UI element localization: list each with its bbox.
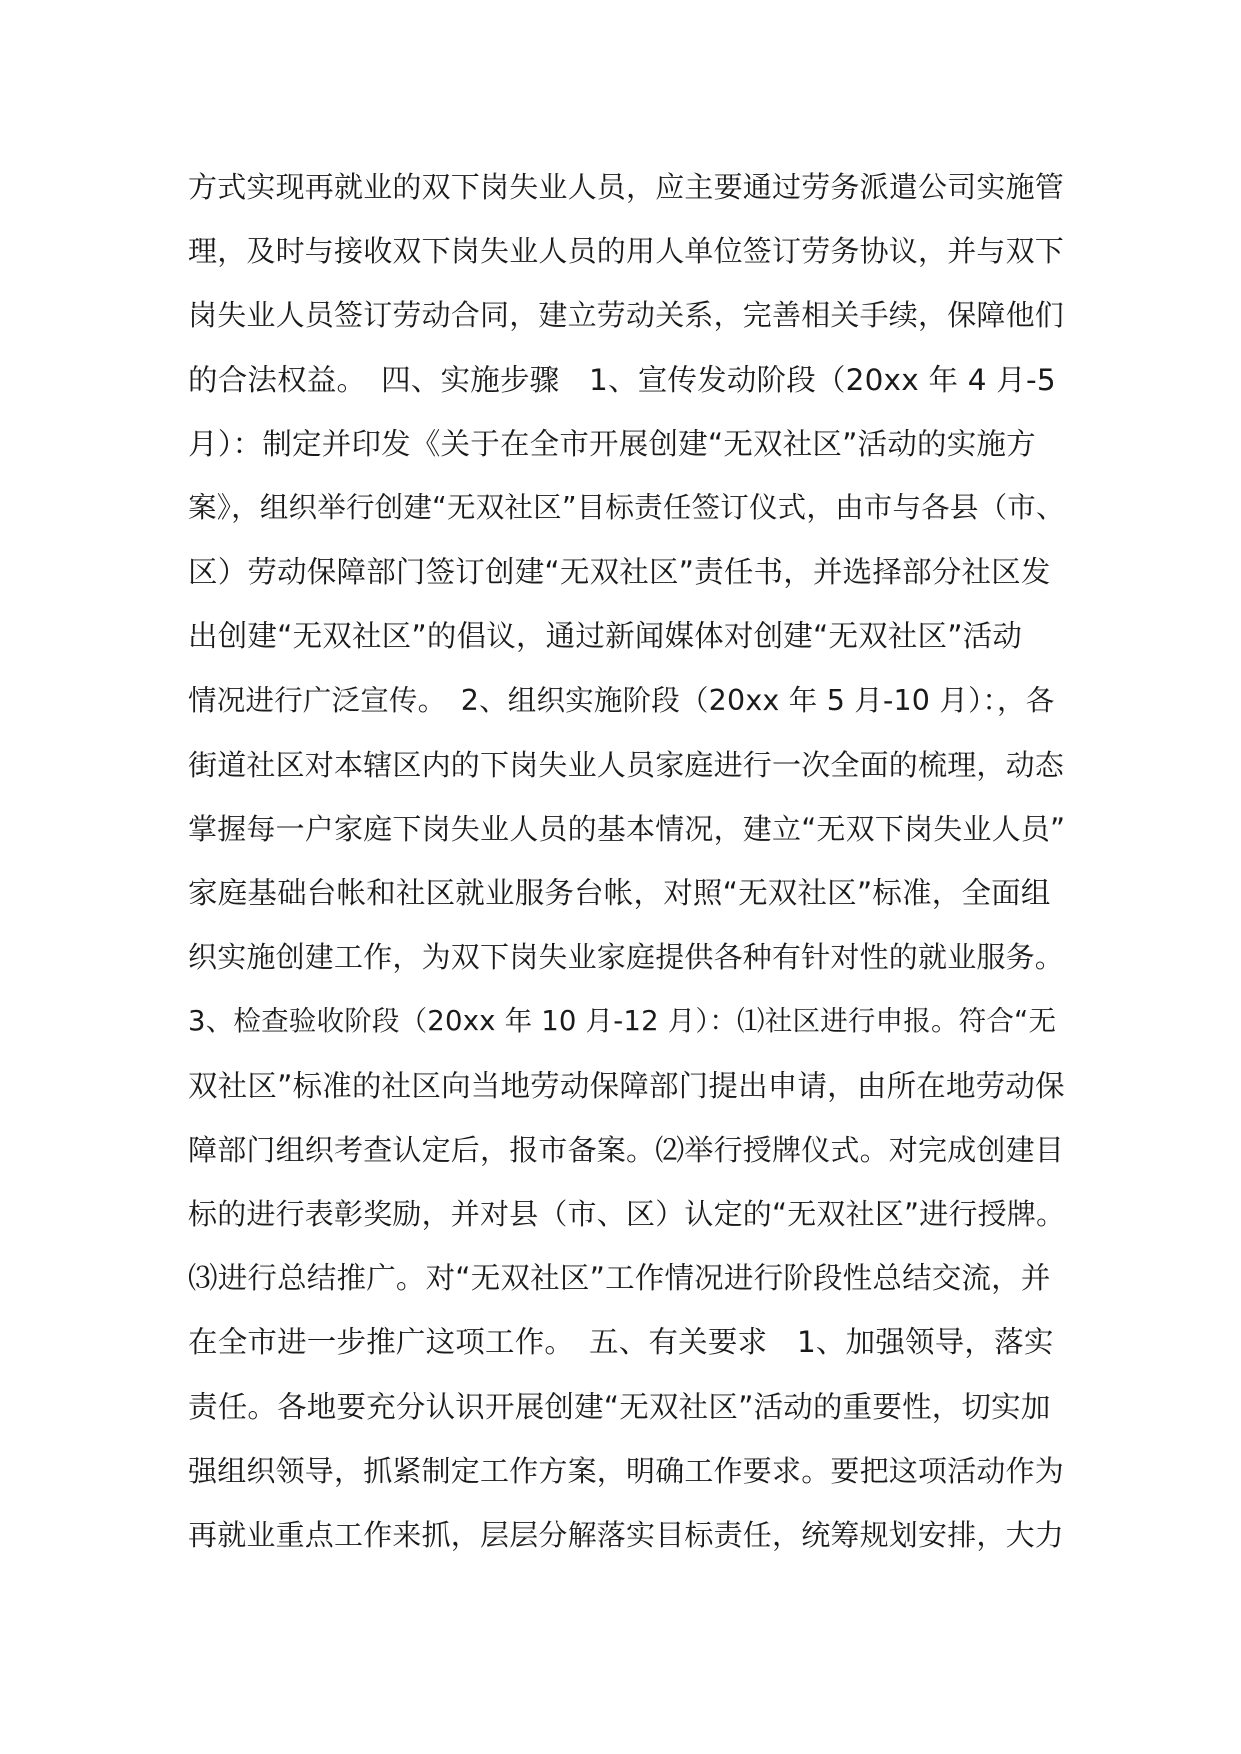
text-line: 责任。各地要充分认识开展创建“无双社区”活动的重要性，切实加 — [188, 1389, 1051, 1424]
text-line: ⑶进行总结推广。对“无双社区”工作情况进行阶段性总结交流，并 — [188, 1261, 1051, 1296]
text-line: 标的进行表彰奖励，并对县（市、区）认定的“无双社区”进行授牌。 — [188, 1197, 1066, 1231]
text-line: 方式实现再就业的双下岗失业人员，应主要通过劳务派遣公司实施管 — [188, 170, 1065, 204]
text-line: 案》，组织举行创建“无双社区”目标责任签订仪式，由市与各县（市、 — [188, 490, 1065, 524]
text-line: 3、检查验收阶段（20xx 年 10 月-12 月）：⑴社区进行申报。符合“无 — [188, 1005, 1057, 1038]
text-line: 街道社区对本辖区内的下岗失业人员家庭进行一次全面的梳理，动态 — [188, 747, 1065, 782]
text-line: 家庭基础台帐和社区就业服务台帐，对照“无双社区”标准，全面组 — [188, 876, 1051, 911]
text-line: 双社区”标准的社区向当地劳动保障部门提出申请，由所在地劳动保 — [188, 1068, 1065, 1103]
text-line: 的合法权益。 四、实施步骤 1、宣传发动阶段（20xx 年 4 月-5 — [188, 362, 1056, 397]
body-text — [188, 155, 1068, 1567]
text-line: 强组织领导，抓紧制定工作方案，明确工作要求。要把这项活动作为 — [188, 1453, 1065, 1488]
text-line: 出创建“无双社区”的倡议，通过新闻媒体对创建“无双社区”活动 — [188, 619, 1023, 654]
text-line: 在全市进一步推广这项工作。 五、有关要求 1、加强领导，落实 — [188, 1325, 1054, 1360]
text-line: 月）：制定并印发《关于在全市开展创建“无双社区”活动的实施方 — [188, 426, 1036, 461]
text-line: 织实施创建工作，为双下岗失业家庭提供各种有针对性的就业服务。 — [188, 940, 1065, 975]
text-line: 掌握每一户家庭下岗失业人员的基本情况，建立“无双下岗失业人员” — [188, 811, 1066, 846]
text-line: 情况进行广泛宣传。 2、组织实施阶段（20xx 年 5 月-10 月）：，各 — [188, 683, 1055, 717]
text-line: 岗失业人员签订劳动合同，建立劳动关系，完善相关手续，保障他们 — [188, 298, 1065, 333]
text-line: 障部门组织考查认定后，报市备案。⑵举行授牌仪式。对完成创建目 — [188, 1132, 1065, 1167]
text-line: 理，及时与接收双下岗失业人员的用人单位签订劳务协议，并与双下 — [188, 234, 1065, 269]
text-line: 区）劳动保障部门签订创建“无双社区”责任书，并选择部分社区发 — [188, 555, 1051, 590]
text-line: 再就业重点工作来抓，层层分解落实目标责任，统筹规划安排，大力 — [188, 1517, 1065, 1552]
